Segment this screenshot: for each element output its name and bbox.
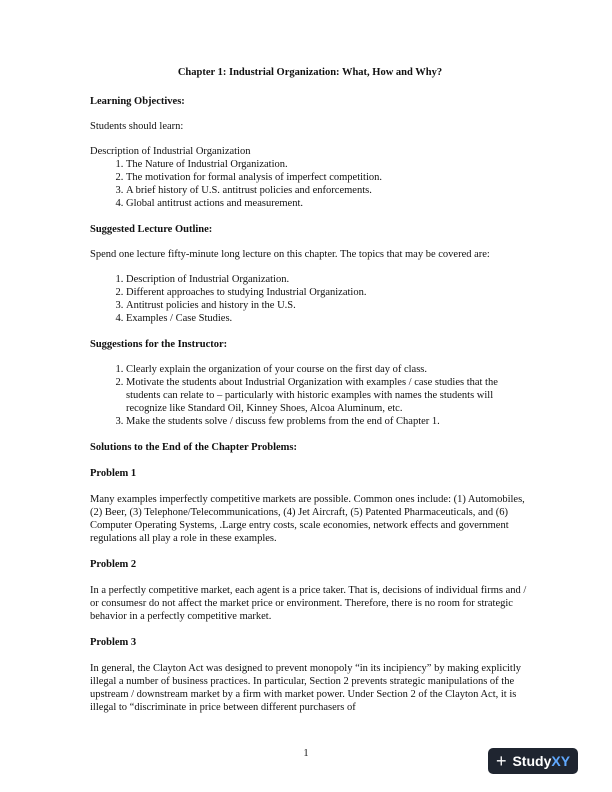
list-item: 4. Global antitrust actions and measurement. [126,197,530,210]
plus-icon: + [495,750,507,771]
list-item: 3. Make the students solve / discuss few problems from the end of Chapter 1. [126,415,530,428]
brand-main: Study [512,752,552,769]
problem-3-text: In general, the Clayton Act was designed to prevent monopoly “in its incipiency” by making explicitly illegal a number of business practices. In particular, Section 2 prevents strategic manipulations of the upstream / downstream market by a firm with market power. Under Section 2 of the Clayton Act, it is illegal to “discriminate in price between different purchasers of [90,663,521,713]
lecture-outline-intro: Spend one lecture fifty-minute long lecture on this chapter. The topics that may be covered are: [90,249,490,260]
learning-objectives-intro: Students should learn: [90,121,184,132]
list-item: 1. Clearly explain the organization of your course on the first day of class. [126,363,530,376]
list-item: 2. The motivation for formal analysis of imperfect competition. [126,171,530,184]
chapter-title: Chapter 1: Industrial Organization: What, How and Why? [177,67,443,78]
problem-3-heading: Problem 3 [90,637,137,648]
list-item: 2. Different approaches to studying Industrial Organization. [126,286,530,299]
list-item: 3. Antitrust policies and history in the U.S. [126,299,530,312]
page-number: 1 [303,748,309,759]
problem-1-heading: Problem 1 [90,468,137,479]
problem-2-text: In a perfectly competitive market, each agent is a price taker. That is, decisions of individual firms and / or consumesr do not affect the market price or environment. Therefore, there is no room for strategic behavior in a perfectly competitive market. [90,585,527,622]
list-item: 4. Examples / Case Studies. [126,312,530,325]
lecture-outline-list [90,273,530,325]
document-page [90,66,530,714]
instructor-list [90,363,530,428]
problem-2-heading: Problem 2 [90,559,137,570]
solutions-heading: Solutions to the End of the Chapter Problems: [90,442,298,453]
list-item: 1. Description of Industrial Organization. [126,273,530,286]
problem-1-text: Many examples imperfectly competitive markets are possible. Common ones include: (1) Automobiles, (2) Beer, (3) Telephone/Telecommunications, (4) Jet Aircraft, (5) Patented Pharmaceuticals, and (6) Computer Operating Systems, .Large entry costs, scale economies, network effects and government regulations all play a role in these examples. [90,494,525,544]
description-label: Description of Industrial Organization [90,146,251,157]
instructor-heading: Suggestions for the Instructor: [90,339,228,350]
list-item: 1. The Nature of Industrial Organization. [126,158,530,171]
studyxy-watermark [488,748,578,774]
lecture-outline-heading: Suggested Lecture Outline: [90,224,213,235]
learning-objectives-heading: Learning Objectives: [90,96,185,107]
list-item: 2. Motivate the students about Industrial Organization with examples / case studies that the students can relate to – particularly with historic examples with names the students will recognize like Standard Oil, Kinney Shoes, Alcoa Aluminum, etc. [126,376,530,415]
learning-objectives-list [90,158,530,210]
brand-accent: XY [551,752,571,769]
list-item: 3. A brief history of U.S. antitrust policies and enforcements. [126,184,530,197]
